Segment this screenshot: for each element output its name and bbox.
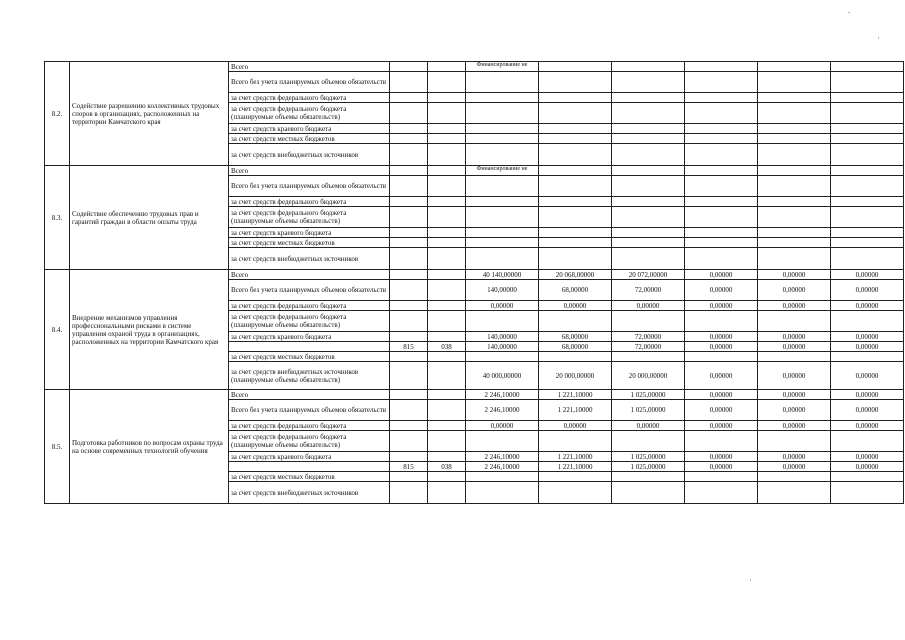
value-cell: 20 000,00000 [539,362,612,390]
section-name: Подготовка работников по вопросам охраны труда на основе современных технологий обучения [70,390,229,504]
value-cell [612,197,685,207]
value-cell [685,176,758,197]
code-grbs [390,176,428,197]
value-cell [466,176,539,197]
code-grbs [390,400,428,421]
value-cell: 20 068,00000 [539,270,612,280]
value-cell [685,197,758,207]
value-cell [612,311,685,332]
section-name: Содействие разрешению коллективных трудовых споров в организациях, расположенных на территории Камчатского края [70,62,229,166]
code-section [428,124,466,134]
value-cell [831,207,904,228]
table-row [45,62,904,72]
code-section: 038 [428,342,466,352]
funding-source: Всего [229,270,390,280]
funding-source: за счет средств федерального бюджета (планируемые объемы обязательств) [229,431,390,452]
funding-source: за счет средств федерального бюджета (планируемые объемы обязательств) [229,103,390,124]
value-cell [539,176,612,197]
code-grbs [390,352,428,362]
value-cell [685,62,758,72]
value-cell [685,93,758,103]
value-cell: 0,00000 [831,301,904,311]
value-cell [685,166,758,176]
code-section [428,352,466,362]
value-cell [466,228,539,238]
value-cell: 40 140,00000 [466,270,539,280]
value-cell [831,431,904,452]
value-cell: 0,00000 [831,390,904,400]
value-cell [758,124,831,134]
value-cell: 0,00000 [466,421,539,431]
code-section [428,166,466,176]
value-cell [831,62,904,72]
value-cell [539,207,612,228]
value-cell: Финансирование не [466,62,539,72]
value-cell: 0,00000 [758,332,831,342]
value-cell [466,352,539,362]
value-cell: 0,00000 [539,421,612,431]
value-cell: 0,00000 [758,362,831,390]
value-cell: 0,00000 [685,280,758,301]
value-cell [685,124,758,134]
value-cell [466,134,539,144]
value-cell [612,207,685,228]
value-cell: 1 221,10000 [539,400,612,421]
value-cell [466,238,539,248]
value-cell [685,228,758,238]
code-section [428,134,466,144]
value-cell: 0,00000 [831,462,904,472]
value-cell [831,176,904,197]
value-cell [758,144,831,166]
value-cell [831,93,904,103]
value-cell [685,207,758,228]
value-cell: 0,00000 [612,301,685,311]
code-section [428,197,466,207]
value-cell [685,238,758,248]
value-cell: 2 246,10000 [466,400,539,421]
code-grbs [390,124,428,134]
code-section [428,62,466,72]
code-section [428,452,466,462]
value-cell: 72,00000 [612,280,685,301]
section-number: 8.2. [45,62,70,166]
value-cell: 72,00000 [612,332,685,342]
value-cell: 2 246,10000 [466,452,539,462]
code-grbs [390,362,428,390]
value-cell [466,124,539,134]
value-cell: 0,00000 [758,270,831,280]
value-cell [466,197,539,207]
value-cell [612,72,685,93]
funding-source: за счет средств федерального бюджета (планируемые объемы обязательств) [229,207,390,228]
value-cell: 0,00000 [685,342,758,352]
value-cell [612,176,685,197]
value-cell: 140,00000 [466,280,539,301]
value-cell [612,62,685,72]
code-grbs [390,452,428,462]
value-cell [685,482,758,504]
value-cell [758,248,831,270]
code-section [428,270,466,280]
code-section [428,207,466,228]
value-cell [466,93,539,103]
value-cell [612,431,685,452]
code-grbs: 815 [390,462,428,472]
value-cell [539,431,612,452]
value-cell [758,472,831,482]
funding-source: за счет средств внебюджетных источников [229,144,390,166]
value-cell [831,228,904,238]
value-cell: 0,00000 [466,301,539,311]
funding-source: Всего без учета планируемых объемов обязательств [229,72,390,93]
code-grbs [390,301,428,311]
code-section [428,72,466,93]
code-grbs [390,421,428,431]
value-cell [685,134,758,144]
value-cell: 0,00000 [831,332,904,342]
code-section [428,248,466,270]
value-cell: 0,00000 [831,452,904,462]
value-cell [685,352,758,362]
value-cell [758,352,831,362]
value-cell [539,248,612,270]
funding-source: Всего [229,166,390,176]
code-grbs [390,248,428,270]
section-name: Внедрение механизмов управления профессиональными рисками в системе управления охраной труда в организациях, расположенных на территории Камчатского края [70,270,229,390]
code-grbs [390,166,428,176]
value-cell: 68,00000 [539,342,612,352]
value-cell: Финансирование не [466,166,539,176]
financing-table-body [45,62,904,504]
value-cell [539,166,612,176]
value-cell: 1 025,00000 [612,452,685,462]
code-section [428,93,466,103]
code-section [428,472,466,482]
funding-source: Всего без учета планируемых объемов обязательств [229,280,390,301]
code-section [428,280,466,301]
code-grbs [390,332,428,342]
code-grbs [390,228,428,238]
value-cell [539,134,612,144]
value-cell [758,311,831,332]
value-cell: 1 221,10000 [539,390,612,400]
value-cell [758,134,831,144]
value-cell: 0,00000 [831,362,904,390]
value-cell [612,248,685,270]
value-cell [612,144,685,166]
value-cell: 0,00000 [685,390,758,400]
value-cell: 1 025,00000 [612,400,685,421]
value-cell [612,482,685,504]
funding-source: за счет средств краевого бюджета [229,228,390,238]
value-cell [758,103,831,124]
value-cell [539,93,612,103]
value-cell [758,166,831,176]
value-cell [612,124,685,134]
value-cell [466,72,539,93]
value-cell [466,144,539,166]
funding-source: за счет средств местных бюджетов [229,472,390,482]
code-section [428,362,466,390]
value-cell [466,311,539,332]
code-grbs: 815 [390,342,428,352]
value-cell [685,72,758,93]
code-grbs [390,311,428,332]
value-cell: 40 000,00000 [466,362,539,390]
value-cell: 1 221,10000 [539,452,612,462]
section-number: 8.3. [45,166,70,270]
table-row [45,166,904,176]
value-cell [539,482,612,504]
value-cell: 0,00000 [685,452,758,462]
value-cell: 0,00000 [831,280,904,301]
value-cell [831,311,904,332]
value-cell: 20 000,00000 [612,362,685,390]
funding-source: за счет средств местных бюджетов [229,134,390,144]
value-cell [685,472,758,482]
value-cell: 0,00000 [685,400,758,421]
value-cell [831,134,904,144]
code-grbs [390,482,428,504]
value-cell [539,197,612,207]
funding-source: за счет средств федерального бюджета [229,301,390,311]
value-cell: 1 025,00000 [612,462,685,472]
funding-source: Всего без учета планируемых объемов обязательств [229,400,390,421]
funding-source: за счет средств краевого бюджета [229,452,390,462]
value-cell: 1 025,00000 [612,390,685,400]
value-cell: 1 221,10000 [539,462,612,472]
funding-source: за счет средств федерального бюджета [229,197,390,207]
value-cell: 0,00000 [539,301,612,311]
value-cell [758,72,831,93]
funding-source: за счет средств федерального бюджета [229,93,390,103]
funding-source: за счет средств федерального бюджета (планируемые объемы обязательств) [229,311,390,332]
funding-source: Всего без учета планируемых объемов обязательств [229,176,390,197]
code-section [428,431,466,452]
value-cell: 0,00000 [831,421,904,431]
financing-table [44,61,904,504]
value-cell: 0,00000 [831,270,904,280]
value-cell: 0,00000 [685,301,758,311]
value-cell: 2 246,10000 [466,390,539,400]
value-cell: 68,00000 [539,280,612,301]
funding-source: за счет средств краевого бюджета [229,332,390,342]
value-cell: 20 072,00000 [612,270,685,280]
value-cell [758,431,831,452]
value-cell [612,352,685,362]
value-cell: 0,00000 [685,332,758,342]
code-section [428,400,466,421]
value-cell [685,103,758,124]
code-section: 038 [428,462,466,472]
funding-source: Всего [229,62,390,72]
value-cell: 0,00000 [758,421,831,431]
value-cell: 0,00000 [685,462,758,472]
value-cell: 0,00000 [831,400,904,421]
value-cell [758,238,831,248]
value-cell: 0,00000 [758,400,831,421]
value-cell [758,93,831,103]
value-cell [685,248,758,270]
value-cell: 0,00000 [758,462,831,472]
value-cell [612,228,685,238]
value-cell [758,482,831,504]
corner-mark-right: ' [878,36,880,44]
code-section [428,103,466,124]
funding-source: за счет средств федерального бюджета [229,421,390,431]
table-row [45,390,904,400]
value-cell [685,431,758,452]
value-cell [612,93,685,103]
value-cell [539,124,612,134]
value-cell: 0,00000 [758,280,831,301]
funding-source: Всего [229,390,390,400]
value-cell: 0,00000 [758,342,831,352]
code-section [428,482,466,504]
value-cell: 0,00000 [758,301,831,311]
code-grbs [390,103,428,124]
code-grbs [390,144,428,166]
table-row [45,270,904,280]
value-cell: 0,00000 [685,421,758,431]
value-cell [685,311,758,332]
funding-source: за счет средств внебюджетных источников (планируемые объемы обязательств) [229,362,390,390]
value-cell [539,311,612,332]
value-cell [466,103,539,124]
value-cell [539,238,612,248]
value-cell [831,144,904,166]
code-grbs [390,207,428,228]
value-cell [758,62,831,72]
code-grbs [390,197,428,207]
funding-source: за счет средств внебюджетных источников [229,248,390,270]
value-cell [831,352,904,362]
value-cell [831,238,904,248]
section-number: 8.4. [45,270,70,390]
value-cell [685,144,758,166]
value-cell [831,197,904,207]
value-cell [831,103,904,124]
value-cell [539,352,612,362]
value-cell: 2 246,10000 [466,462,539,472]
value-cell [539,472,612,482]
value-cell [612,472,685,482]
corner-mark-top-right: - [848,8,851,16]
value-cell: 0,00000 [758,390,831,400]
value-cell: 68,00000 [539,332,612,342]
code-grbs [390,390,428,400]
value-cell: 72,00000 [612,342,685,352]
value-cell [466,207,539,228]
value-cell [612,103,685,124]
value-cell: 140,00000 [466,332,539,342]
value-cell: 0,00000 [831,342,904,352]
code-section [428,176,466,197]
code-section [428,144,466,166]
value-cell [612,134,685,144]
value-cell [539,103,612,124]
section-name: Содействие обеспечению трудовых прав и гарантий граждан в области оплаты труда [70,166,229,270]
funding-source [229,462,390,472]
code-section [428,332,466,342]
value-cell: 0,00000 [685,270,758,280]
value-cell [539,144,612,166]
value-cell [466,248,539,270]
value-cell [758,197,831,207]
code-grbs [390,72,428,93]
code-section [428,301,466,311]
value-cell [466,482,539,504]
code-grbs [390,431,428,452]
funding-source: за счет средств краевого бюджета [229,124,390,134]
value-cell: 0,00000 [758,452,831,462]
value-cell [612,166,685,176]
funding-source: за счет средств местных бюджетов [229,352,390,362]
value-cell: 0,00000 [612,421,685,431]
funding-source: за счет средств внебюджетных источников [229,482,390,504]
value-cell [539,228,612,238]
value-cell [758,176,831,197]
code-grbs [390,472,428,482]
corner-mark-bottom: ' [750,578,752,586]
value-cell [831,124,904,134]
code-section [428,238,466,248]
value-cell [831,248,904,270]
code-grbs [390,270,428,280]
value-cell [831,166,904,176]
value-cell [612,238,685,248]
code-grbs [390,134,428,144]
code-section [428,390,466,400]
value-cell [831,482,904,504]
section-number: 8.5. [45,390,70,504]
code-section [428,311,466,332]
value-cell [831,472,904,482]
code-grbs [390,238,428,248]
code-grbs [390,93,428,103]
code-section [428,228,466,238]
code-grbs [390,280,428,301]
value-cell: 0,00000 [685,362,758,390]
code-section [428,421,466,431]
value-cell [758,207,831,228]
value-cell [539,62,612,72]
code-grbs [390,62,428,72]
funding-source [229,342,390,352]
value-cell [758,228,831,238]
value-cell [466,431,539,452]
value-cell [831,72,904,93]
value-cell [466,472,539,482]
value-cell: 140,00000 [466,342,539,352]
value-cell [539,72,612,93]
funding-source: за счет средств местных бюджетов [229,238,390,248]
